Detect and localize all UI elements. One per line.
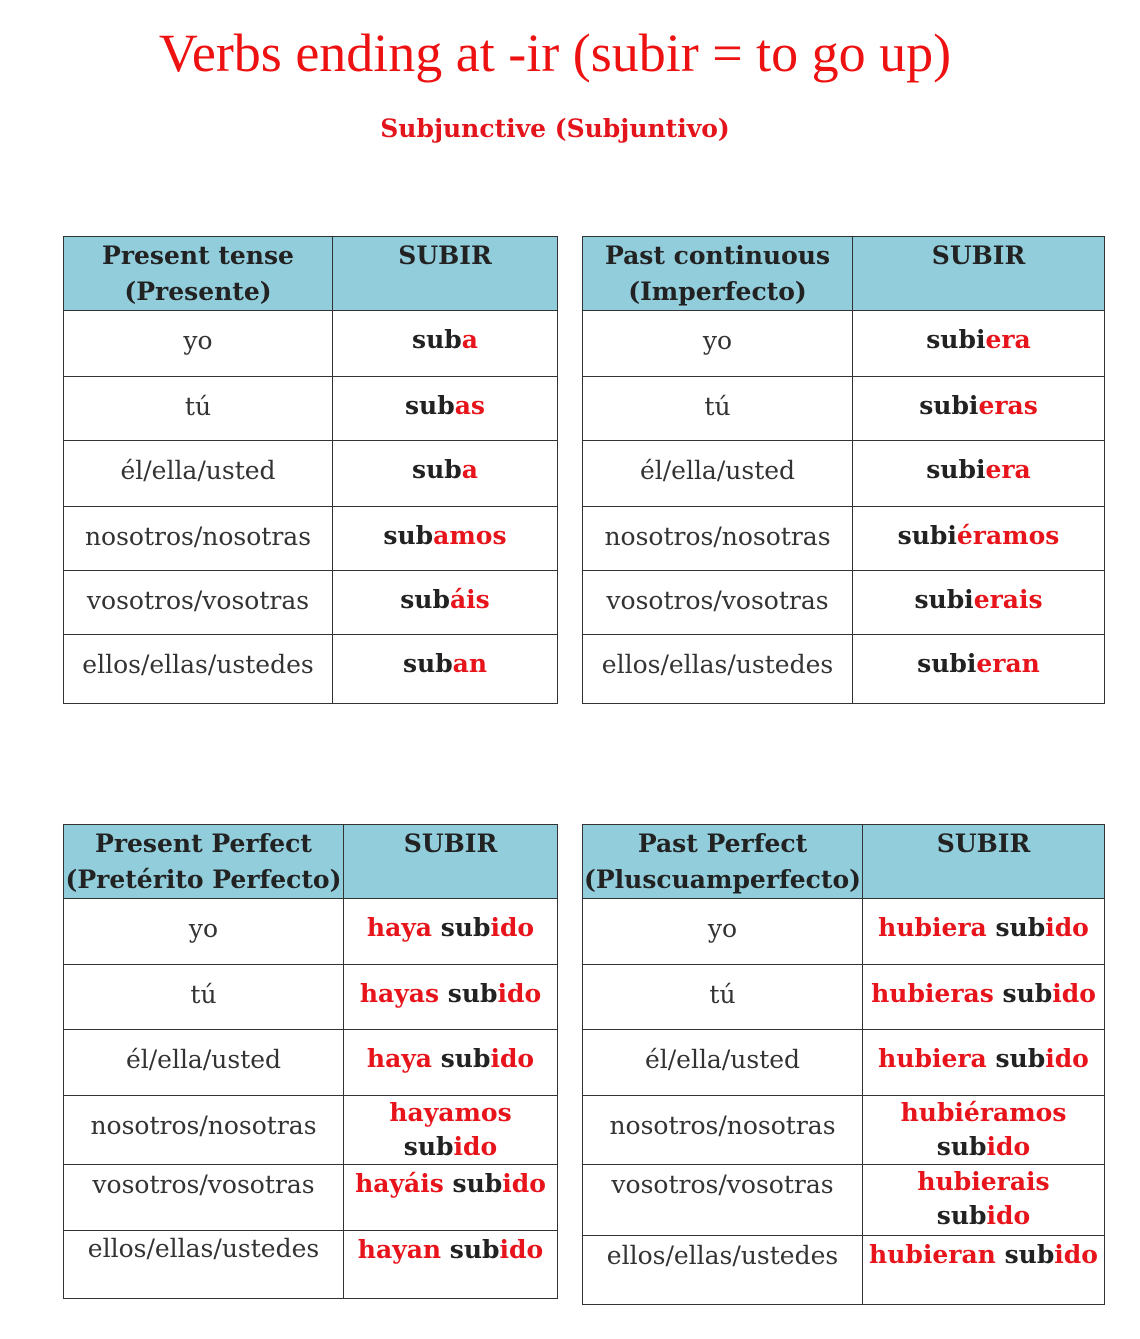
conjugation-cell [863, 1165, 1105, 1236]
conjugation-cell [333, 507, 558, 571]
auxiliary-verb: haya [366, 913, 432, 942]
tense-name: Past continuous [604, 241, 831, 270]
table-row [64, 377, 558, 441]
pronoun-cell: ellos/ellas/ustedes [583, 1236, 863, 1305]
verb-ending: era [985, 455, 1031, 484]
verb-stem: sub [936, 1201, 987, 1230]
pronoun-cell: yo [583, 311, 853, 377]
conjugation-cell [863, 899, 1105, 965]
pronoun-cell: nosotros/nosotras [64, 507, 333, 571]
conjugation-cell [333, 571, 558, 635]
verb-stem: subi [917, 649, 977, 678]
conjugation-cell [344, 899, 558, 965]
auxiliary-verb: hubiéramos [900, 1098, 1067, 1127]
table-row [64, 441, 558, 507]
pronoun-cell: ellos/ellas/ustedes [583, 635, 853, 704]
auxiliary-verb: hubierais [917, 1167, 1050, 1196]
verb-stem: sub [400, 585, 450, 614]
verb-ending: an [452, 649, 488, 678]
verb-ending: as [454, 391, 485, 420]
verb-stem: sub [449, 1235, 500, 1264]
table-row [64, 571, 558, 635]
verb-ending: amos [433, 521, 507, 550]
tense-name-spanish: (Imperfecto) [628, 277, 807, 306]
pronoun-cell: él/ella/usted [64, 441, 333, 507]
conjugation-cell [344, 1165, 558, 1231]
table-row [583, 1165, 1105, 1236]
verb-ending: ido [497, 979, 542, 1008]
verb-ending: eran [976, 649, 1040, 678]
page-subtitle: Subjunctive (Subjuntivo) [380, 114, 730, 143]
verb-stem: subi [914, 585, 974, 614]
pronoun-cell: él/ella/usted [583, 441, 853, 507]
pronoun-cell: yo [64, 899, 344, 965]
table-header-row [64, 825, 558, 899]
tense-header [64, 237, 333, 311]
auxiliary-verb: hayas [359, 979, 440, 1008]
pronoun-cell: nosotros/nosotras [583, 1096, 863, 1165]
table-row [583, 377, 1105, 441]
tense-name: Present Perfect [95, 829, 312, 858]
table-row [64, 507, 558, 571]
verb-header: SUBIR [853, 237, 1105, 311]
pronoun-cell: yo [583, 899, 863, 965]
auxiliary-verb: hayan [357, 1235, 442, 1264]
pronoun-cell: nosotros/nosotras [583, 507, 853, 571]
table-row [583, 441, 1105, 507]
table-row [583, 311, 1105, 377]
pronoun-cell: yo [64, 311, 333, 377]
verb-ending: ido [502, 1169, 546, 1198]
conjugation-cell [863, 1030, 1105, 1096]
conjugation-cell [853, 571, 1105, 635]
verb-stem: sub [995, 1044, 1046, 1073]
pronoun-cell: vosotros/vosotras [64, 1165, 344, 1231]
auxiliary-verb: hubiera [878, 1044, 987, 1073]
verb-ending: a [461, 325, 478, 354]
table-header-row [64, 237, 558, 311]
pronoun-cell: vosotros/vosotras [64, 571, 333, 635]
verb-header: SUBIR [333, 237, 558, 311]
present-tense-table [63, 236, 558, 704]
auxiliary-verb: hayamos [389, 1098, 512, 1127]
verb-stem: subi [926, 455, 986, 484]
conjugation-cell [853, 635, 1105, 704]
verb-stem: sub [1002, 979, 1053, 1008]
verb-ending: ido [490, 913, 535, 942]
conjugation-cell [344, 1030, 558, 1096]
auxiliary-verb: hayáis [355, 1169, 444, 1198]
verb-stem: sub [995, 913, 1046, 942]
verb-stem: sub [403, 1132, 454, 1161]
verb-stem: sub [1004, 1240, 1055, 1269]
pronoun-cell: él/ella/usted [64, 1030, 344, 1096]
table-row [583, 571, 1105, 635]
pronoun-cell: ellos/ellas/ustedes [64, 635, 333, 704]
verb-ending: a [461, 455, 478, 484]
table-row [583, 635, 1105, 704]
verb-ending: éramos [956, 521, 1060, 550]
page-title: Verbs ending at -ir (subir = to go up) [158, 23, 952, 83]
verb-ending: ido [1054, 1240, 1098, 1269]
pronoun-cell: tú [583, 965, 863, 1030]
verb-ending: ido [986, 1132, 1031, 1161]
verb-ending: ido [453, 1132, 498, 1161]
table-header-row [583, 825, 1105, 899]
table-row [64, 899, 558, 965]
conjugation-cell [344, 1096, 558, 1165]
pronoun-cell: vosotros/vosotras [583, 1165, 863, 1236]
table-row [583, 507, 1105, 571]
table-row [64, 311, 558, 377]
verb-ending: ido [490, 1044, 535, 1073]
tense-name-spanish: (Presente) [124, 277, 272, 306]
table-row [583, 1096, 1105, 1165]
conjugation-cell [333, 311, 558, 377]
verb-stem: sub [412, 455, 462, 484]
conjugation-cell [344, 965, 558, 1030]
verb-ending: eras [978, 391, 1038, 420]
verb-ending: erais [973, 585, 1043, 614]
verb-stem: sub [383, 521, 434, 550]
conjugation-cell [863, 965, 1105, 1030]
table-row [583, 1030, 1105, 1096]
verb-stem: sub [447, 979, 498, 1008]
table-row [64, 1030, 558, 1096]
verb-stem: sub [440, 1044, 491, 1073]
tense-name-spanish: (Pluscuamperfecto) [584, 865, 861, 894]
conjugation-cell [344, 1231, 558, 1299]
pronoun-cell: tú [64, 965, 344, 1030]
pronoun-cell: vosotros/vosotras [583, 571, 853, 635]
verb-stem: sub [402, 649, 453, 678]
verb-stem: sub [452, 1169, 503, 1198]
conjugation-cell [853, 507, 1105, 571]
conjugation-cell [333, 377, 558, 441]
conjugation-cell [853, 377, 1105, 441]
conjugation-cell [333, 441, 558, 507]
auxiliary-verb: hubieran [869, 1240, 996, 1269]
verb-stem: sub [936, 1132, 987, 1161]
pronoun-cell: tú [583, 377, 853, 441]
verb-stem: sub [404, 391, 455, 420]
conjugation-cell [333, 635, 558, 704]
present-perfect-table [63, 824, 558, 1299]
verb-ending: áis [449, 585, 490, 614]
verb-stem: subi [897, 521, 957, 550]
verb-header: SUBIR [344, 825, 558, 899]
table-row [583, 1236, 1105, 1305]
pronoun-cell: tú [64, 377, 333, 441]
verb-ending: ido [1052, 979, 1096, 1008]
tense-header [583, 825, 863, 899]
auxiliary-verb: hubiera [878, 913, 987, 942]
table-row [583, 965, 1105, 1030]
table-row [64, 1165, 558, 1231]
conjugation-cell [853, 441, 1105, 507]
pronoun-cell: él/ella/usted [583, 1030, 863, 1096]
pronoun-cell: ellos/ellas/ustedes [64, 1231, 344, 1299]
conjugation-cell [853, 311, 1105, 377]
table-row [64, 965, 558, 1030]
table-row [583, 899, 1105, 965]
verb-ending: ido [1045, 1044, 1089, 1073]
verb-stem: subi [919, 391, 979, 420]
auxiliary-verb: hubieras [871, 979, 994, 1008]
verb-stem: sub [440, 913, 491, 942]
verb-ending: ido [986, 1201, 1031, 1230]
past-continuous-table [582, 236, 1105, 704]
table-row [64, 1096, 558, 1165]
verb-stem: sub [412, 325, 462, 354]
table-header-row [583, 237, 1105, 311]
verb-ending: ido [499, 1235, 544, 1264]
auxiliary-verb: haya [366, 1044, 432, 1073]
verb-stem: subi [926, 325, 986, 354]
past-perfect-table [582, 824, 1105, 1305]
tense-header [64, 825, 344, 899]
conjugation-cell [863, 1096, 1105, 1165]
pronoun-cell: nosotros/nosotras [64, 1096, 344, 1165]
tense-name: Present tense [102, 241, 294, 270]
tense-name: Past Perfect [637, 829, 808, 858]
tense-name-spanish: (Pretérito Perfecto) [65, 865, 342, 894]
verb-header: SUBIR [863, 825, 1105, 899]
verb-ending: era [985, 325, 1031, 354]
table-row [64, 1231, 558, 1299]
verb-ending: ido [1045, 913, 1089, 942]
table-row [64, 635, 558, 704]
conjugation-cell [863, 1236, 1105, 1305]
tense-header [583, 237, 853, 311]
